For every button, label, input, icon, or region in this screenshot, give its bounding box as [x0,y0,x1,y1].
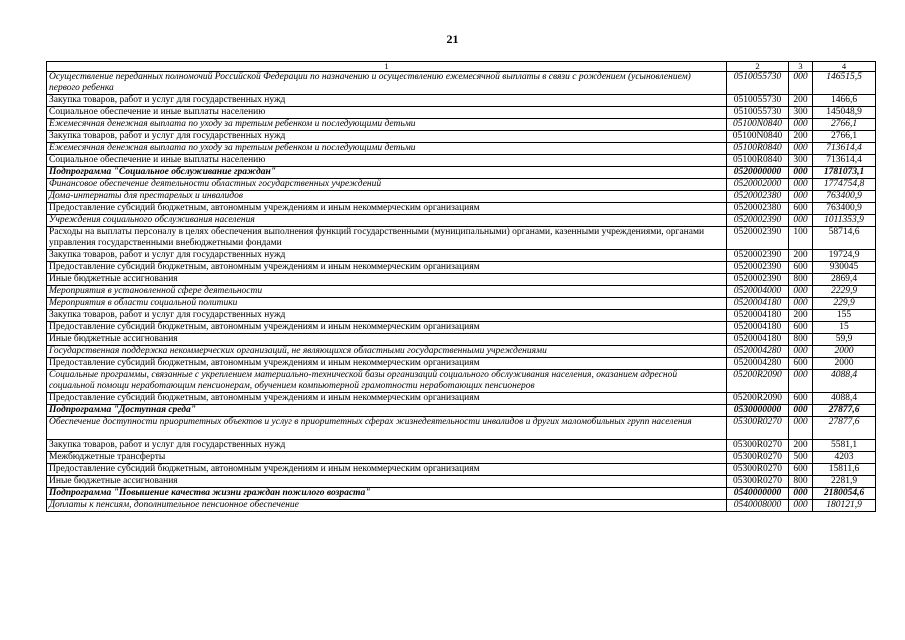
row-type-cell: 200 [789,250,813,262]
row-amount-cell: 2229,9 [813,286,876,298]
row-name-cell: Предоставление субсидий бюджетным, автономным учреждениям и иным некоммерческим организациям [47,262,727,274]
row-name-cell: Предоставление субсидий бюджетным, автономным учреждениям и иным некоммерческим организациям [47,203,727,215]
row-amount-cell: 145048,9 [813,107,876,119]
table-row [47,203,876,215]
table-row [47,274,876,286]
row-code-cell: 0530000000 [727,405,789,417]
row-code-cell: 0520002000 [727,179,789,191]
table-row [47,95,876,107]
row-name-cell: Дома-интернаты для престарелых и инвалидов [47,191,727,203]
row-amount-cell: 59,9 [813,334,876,346]
row-type-cell: 000 [789,119,813,131]
row-code-cell: 0510055730 [727,107,789,119]
row-code-cell: 0520004280 [727,346,789,358]
row-name-cell: Подпрограмма "Повышение качества жизни граждан пожилого возраста" [47,488,727,500]
table-row [47,143,876,155]
row-name-cell: Закупка товаров, работ и услуг для государственных нужд [47,440,727,452]
row-amount-cell: 763400,9 [813,191,876,203]
row-type-cell: 200 [789,440,813,452]
row-code-cell: 0540000000 [727,488,789,500]
header-cell-2: 2 [727,62,789,72]
table-row [47,440,876,452]
row-amount-cell: 180121,9 [813,500,876,512]
row-amount-cell: 2000 [813,358,876,370]
table-row [47,476,876,488]
row-code-cell: 05200R2090 [727,393,789,405]
row-code-cell: 0520004000 [727,286,789,298]
table-row [47,322,876,334]
row-name-cell: Мероприятия в установленной сфере деятельности [47,286,727,298]
row-code-cell: 0520004180 [727,310,789,322]
row-type-cell: 800 [789,274,813,286]
row-name-cell: Доплаты к пенсиям, дополнительное пенсионное обеспечение [47,500,727,512]
row-code-cell: 0520002390 [727,274,789,286]
page-number: 21 [446,32,459,46]
row-amount-cell: 1781073,1 [813,167,876,179]
table-row [47,346,876,358]
budget-table [46,61,876,512]
row-name-cell: Предоставление субсидий бюджетным, автономным учреждениям и иным некоммерческим организациям [47,358,727,370]
row-type-cell: 000 [789,286,813,298]
header-cell-3: 3 [789,62,813,72]
table-row [47,72,876,95]
row-name-cell: Иные бюджетные ассигнования [47,274,727,286]
row-amount-cell: 713614,4 [813,143,876,155]
table-row [47,405,876,417]
row-type-cell: 000 [789,167,813,179]
row-code-cell: 0540008000 [727,500,789,512]
row-name-cell: Расходы на выплаты персоналу в целях обеспечения выполнения функций государственными (муниципальными) органами, казенными учреждениями, органами управления государственными внебюджетными фондами [47,227,727,250]
row-amount-cell: 1774754,8 [813,179,876,191]
row-code-cell: 05100R0840 [727,155,789,167]
row-name-cell: Обеспечение доступности приоритетных объектов и услуг в приоритетных сферах жизнедеятельности инвалидов и других маломобильных групп населения [47,417,727,440]
row-code-cell: 05300R0270 [727,464,789,476]
row-amount-cell: 4088,4 [813,370,876,393]
row-code-cell: 05300R0270 [727,452,789,464]
row-type-cell: 000 [789,191,813,203]
row-type-cell: 000 [789,500,813,512]
row-type-cell: 000 [789,143,813,155]
row-name-cell: Социальные программы, связанные с укреплением материально-технической базы организаций социального обслуживания населения, оказанием адресной социальной помощи неработающим пенсионерам, обучением компьютерной грамотности неработающих пенсионеров [47,370,727,393]
row-code-cell: 0520004280 [727,358,789,370]
row-type-cell: 000 [789,488,813,500]
table-row [47,119,876,131]
row-code-cell: 0520004180 [727,298,789,310]
row-type-cell: 800 [789,476,813,488]
header-cell-1: 1 [47,62,727,72]
table-row [47,370,876,393]
row-amount-cell: 2281,9 [813,476,876,488]
table-row [47,107,876,119]
table-row [47,167,876,179]
row-code-cell: 0520004180 [727,322,789,334]
row-type-cell: 600 [789,393,813,405]
row-name-cell: Предоставление субсидий бюджетным, автономным учреждениям и иным некоммерческим организациям [47,393,727,405]
table-row [47,488,876,500]
row-amount-cell: 146515,5 [813,72,876,95]
row-type-cell: 300 [789,155,813,167]
row-name-cell: Иные бюджетные ассигнования [47,476,727,488]
row-type-cell: 600 [789,322,813,334]
row-name-cell: Межбюджетные трансферты [47,452,727,464]
row-name-cell: Закупка товаров, работ и услуг для государственных нужд [47,95,727,107]
row-name-cell: Закупка товаров, работ и услуг для государственных нужд [47,310,727,322]
header-cell-4: 4 [813,62,876,72]
row-type-cell: 800 [789,334,813,346]
row-type-cell: 100 [789,227,813,250]
row-type-cell: 600 [789,203,813,215]
row-name-cell: Ежемесячная денежная выплата по уходу за третьим ребенком и последующими детьми [47,143,727,155]
row-code-cell: 05200R2090 [727,370,789,393]
table-row [47,310,876,322]
row-name-cell: Мероприятия в области социальной политики [47,298,727,310]
row-code-cell: 05300R0270 [727,476,789,488]
row-amount-cell: 15811,6 [813,464,876,476]
table-row [47,262,876,274]
table-row [47,452,876,464]
row-name-cell: Государственная поддержка некоммерческих организаций, не являющихся областными государственными учреждениями [47,346,727,358]
row-name-cell: Ежемесячная денежная выплата по уходу за третьим ребенком и последующими детьми [47,119,727,131]
row-amount-cell: 19724,9 [813,250,876,262]
row-code-cell: 05100R0840 [727,143,789,155]
row-name-cell: Осуществление переданных полномочий Российской Федерации по назначению и осуществлению ежемесячной выплаты в связи с рождением (усыновлением) первого ребенка [47,72,727,95]
table-row [47,227,876,250]
table-row [47,500,876,512]
row-name-cell: Социальное обеспечение и иные выплаты населению [47,155,727,167]
row-code-cell: 0520002380 [727,203,789,215]
table-row [47,131,876,143]
row-amount-cell: 2869,4 [813,274,876,286]
row-code-cell: 05300R0270 [727,417,789,440]
row-amount-cell: 15 [813,322,876,334]
row-code-cell: 0510055730 [727,72,789,95]
row-name-cell: Предоставление субсидий бюджетным, автономным учреждениям и иным некоммерческим организациям [47,322,727,334]
row-type-cell: 000 [789,179,813,191]
row-amount-cell: 930045 [813,262,876,274]
row-code-cell: 05300R0270 [727,440,789,452]
row-type-cell: 300 [789,107,813,119]
row-amount-cell: 1011353,9 [813,215,876,227]
row-amount-cell: 2180054,6 [813,488,876,500]
row-amount-cell: 1466,6 [813,95,876,107]
row-amount-cell: 2766,1 [813,119,876,131]
row-type-cell: 600 [789,262,813,274]
row-name-cell: Закупка товаров, работ и услуг для государственных нужд [47,250,727,262]
row-amount-cell: 4088,4 [813,393,876,405]
row-code-cell: 0520002390 [727,227,789,250]
row-name-cell: Иные бюджетные ассигнования [47,334,727,346]
row-type-cell: 200 [789,310,813,322]
row-code-cell: 0520002390 [727,215,789,227]
row-type-cell: 600 [789,358,813,370]
row-code-cell: 0520002380 [727,191,789,203]
table-row [47,417,876,440]
row-name-cell: Социальное обеспечение и иные выплаты населению [47,107,727,119]
row-name-cell: Предоставление субсидий бюджетным, автономным учреждениям и иным некоммерческим организациям [47,464,727,476]
table-row [47,286,876,298]
row-code-cell: 0510055730 [727,95,789,107]
table-row [47,298,876,310]
row-amount-cell: 229,9 [813,298,876,310]
table-row [47,215,876,227]
row-name-cell: Финансовое обеспечение деятельности областных государственных учреждений [47,179,727,191]
row-name-cell: Подпрограмма "Доступная среда" [47,405,727,417]
table-row [47,191,876,203]
row-type-cell: 000 [789,370,813,393]
table-row [47,464,876,476]
row-code-cell: 0520000000 [727,167,789,179]
row-type-cell: 600 [789,464,813,476]
row-code-cell: 0520002390 [727,262,789,274]
row-type-cell: 200 [789,95,813,107]
row-amount-cell: 713614,4 [813,155,876,167]
table-row [47,155,876,167]
row-amount-cell: 2766,1 [813,131,876,143]
row-code-cell: 05100N0840 [727,119,789,131]
row-amount-cell: 5581,1 [813,440,876,452]
row-type-cell: 000 [789,72,813,95]
table-row [47,393,876,405]
row-type-cell: 000 [789,215,813,227]
row-code-cell: 0520004180 [727,334,789,346]
table-row [47,358,876,370]
row-amount-cell: 155 [813,310,876,322]
row-name-cell: Учреждения социального обслуживания населения [47,215,727,227]
row-type-cell: 000 [789,298,813,310]
row-amount-cell: 4203 [813,452,876,464]
table-header-row [47,62,876,72]
row-amount-cell: 27877,6 [813,417,876,440]
table-row [47,250,876,262]
row-amount-cell: 58714,6 [813,227,876,250]
row-code-cell: 05100N0840 [727,131,789,143]
row-code-cell: 0520002390 [727,250,789,262]
row-name-cell: Закупка товаров, работ и услуг для государственных нужд [47,131,727,143]
row-amount-cell: 2000 [813,346,876,358]
row-type-cell: 000 [789,405,813,417]
row-type-cell: 200 [789,131,813,143]
row-type-cell: 000 [789,346,813,358]
row-type-cell: 000 [789,417,813,440]
row-name-cell: Подпрограмма "Социальное обслуживание граждан" [47,167,727,179]
row-amount-cell: 763400,9 [813,203,876,215]
row-type-cell: 500 [789,452,813,464]
table-row [47,179,876,191]
table-row [47,334,876,346]
row-amount-cell: 27877,6 [813,405,876,417]
